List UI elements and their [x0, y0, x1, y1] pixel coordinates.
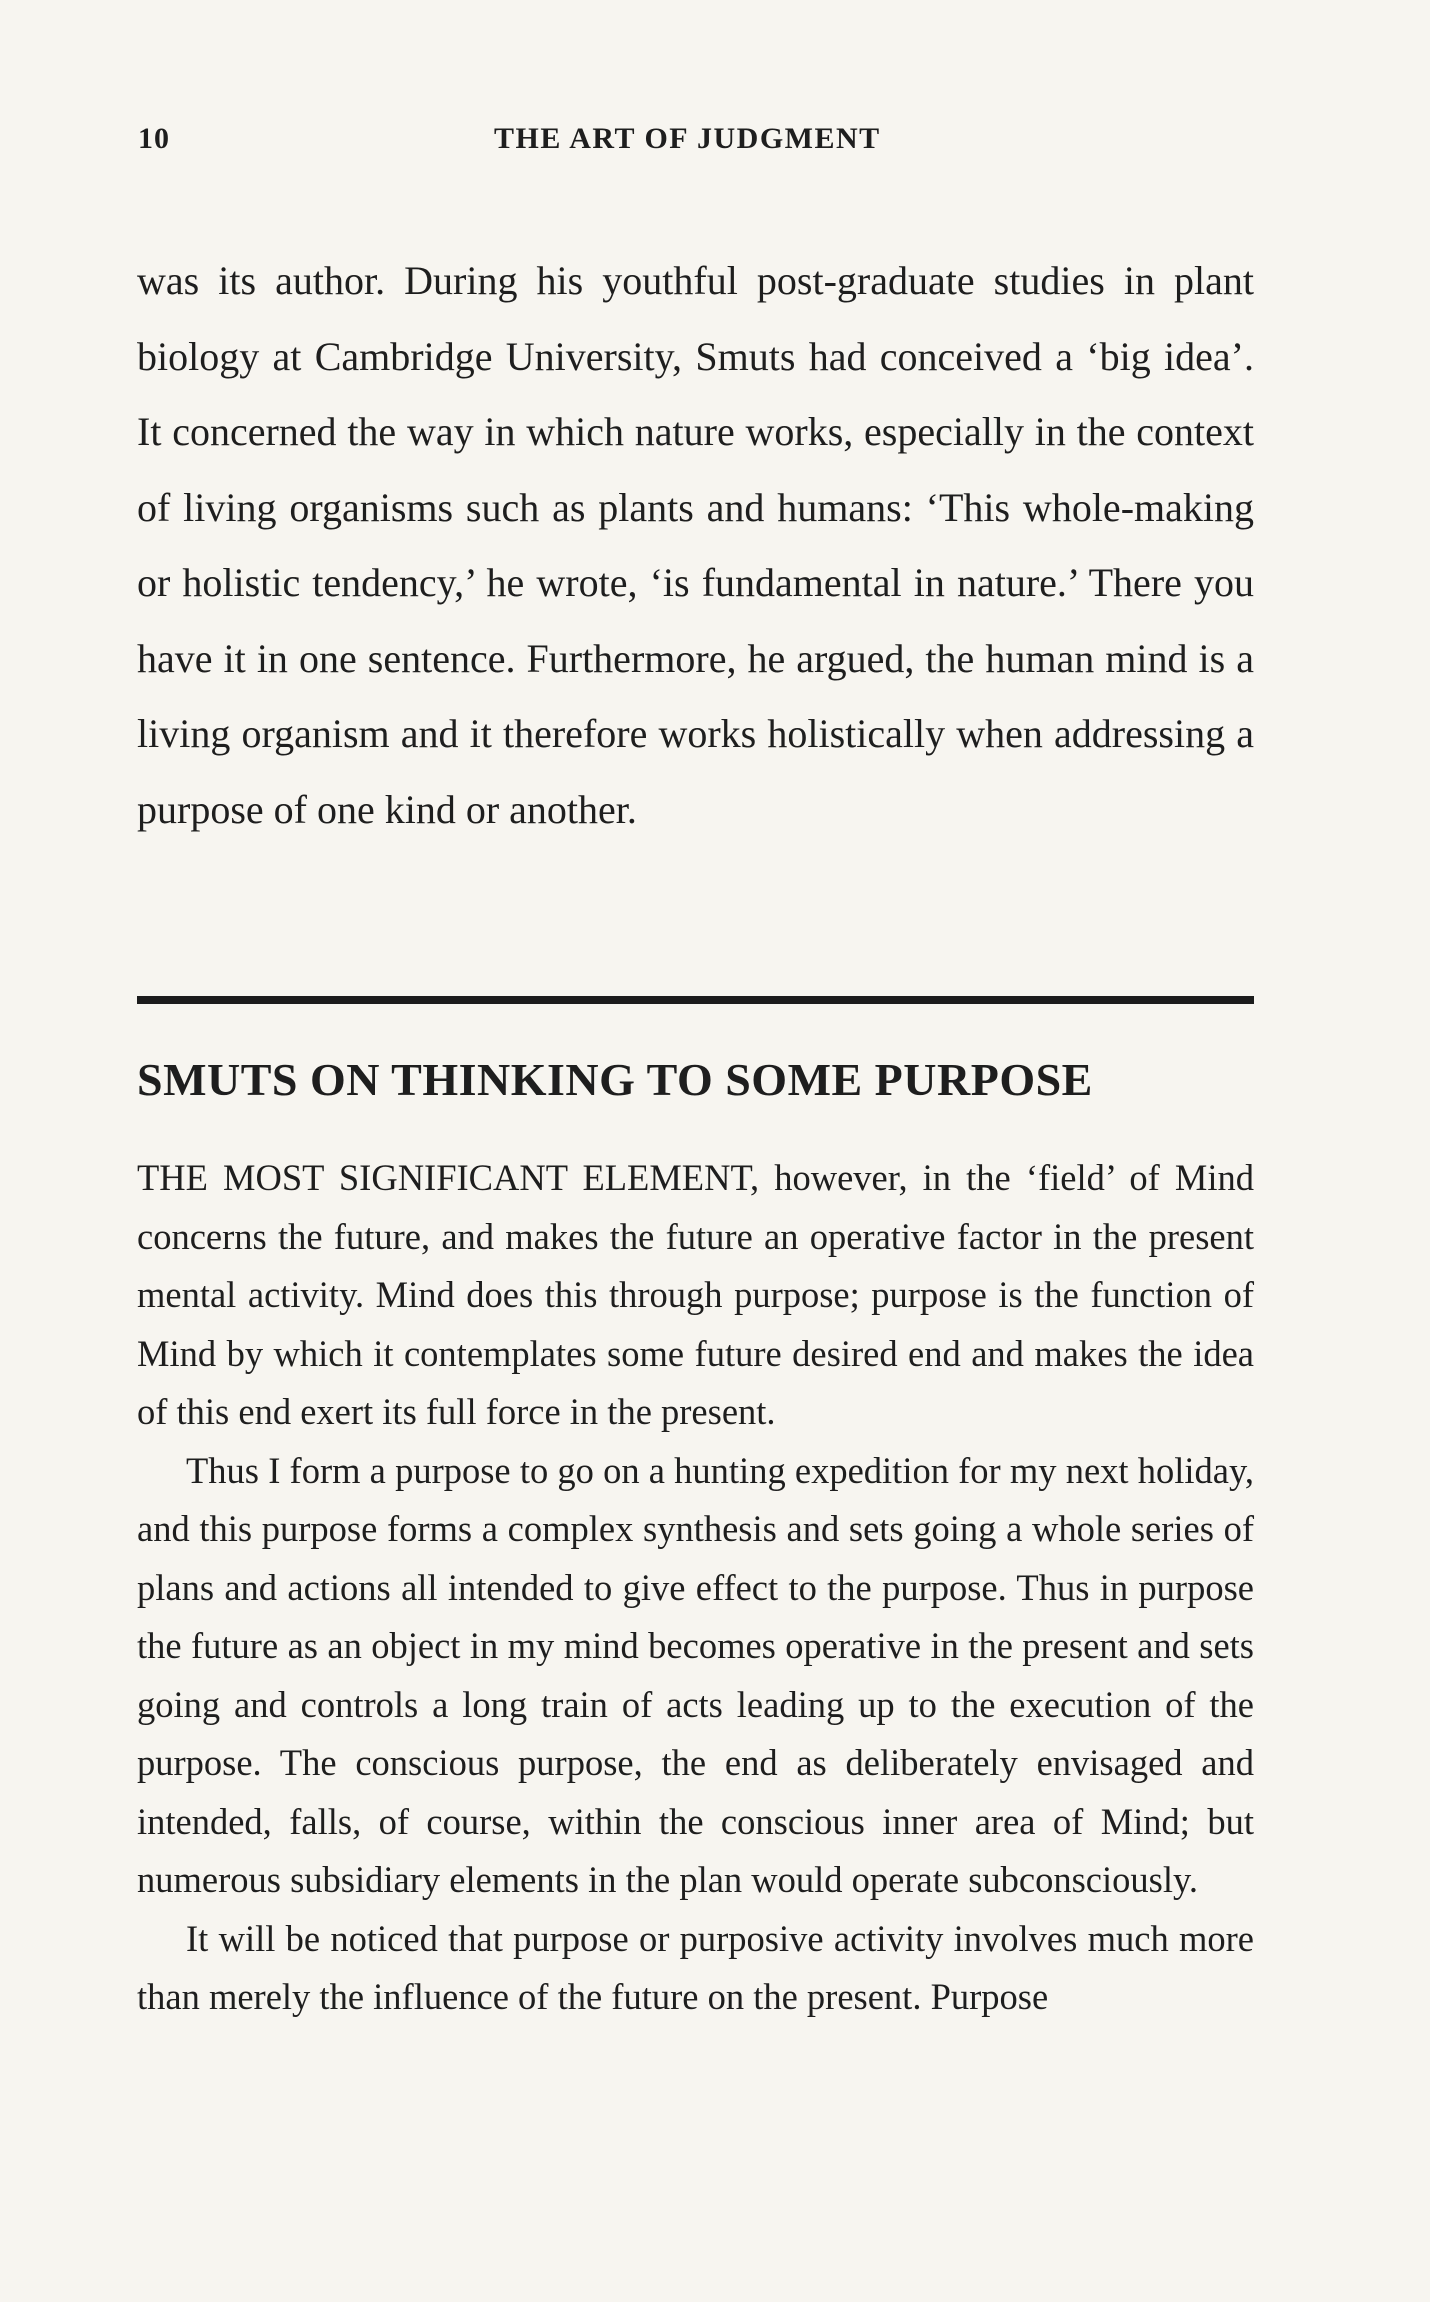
- extract-paragraph-3: It will be noticed that purpose or purposive activity involves much more than merely the influence of the future on the present. Purpose: [137, 1917, 1254, 2017]
- extract-paragraph-1: THE MOST SIGNIFICANT ELEMENT, however, in the ‘field’ of Mind concerns the future, and makes the future an operative factor in the present mental activity. Mind does this through purpose; purpose is the function of Mind by which it contemplates some future desired end and makes the idea of this end exert its full force in the present.: [137, 1157, 1254, 1432]
- running-head: [138, 122, 1253, 172]
- section-divider-rule: [137, 996, 1254, 1004]
- section-heading: SMUTS ON THINKING TO SOME PURPOSE: [137, 1054, 1093, 1105]
- page-number: 10: [138, 122, 170, 155]
- running-title: THE ART OF JUDGMENT: [494, 122, 881, 155]
- extract-paragraph-2: Thus I form a purpose to go on a hunting expedition for my next holiday, and this purpose forms a complex synthesis and sets going a whole series of plans and actions all intended to give effect to the purpose. Thus in purpose the future as an object in my mind becomes operative in the present and sets going and controls a long train of acts leading up to the execution of the purpose. The conscious purpose, the end as deliberately envisaged and intended, falls, of course, within the conscious inner area of Mind; but numerous subsidiary elements in the plan would operate subconsciously.: [137, 1449, 1254, 1900]
- quoted-extract: [137, 1149, 1254, 2027]
- body-paragraph: was its author. During his youthful post-graduate studies in plant biology at Cambridge University, Smuts had conceived a ‘big idea’. It concerned the way in which nature works, especially in the context of living organisms such as plants and humans: ‘This whole-making or holistic tendency,’ he wrote, ‘is fundamental in nature.’ There you have it in one sentence. Furthermore, he argued, the human mind is a living organism and it therefore works holistically when addressing a purpose of one kind or another.: [137, 258, 1254, 832]
